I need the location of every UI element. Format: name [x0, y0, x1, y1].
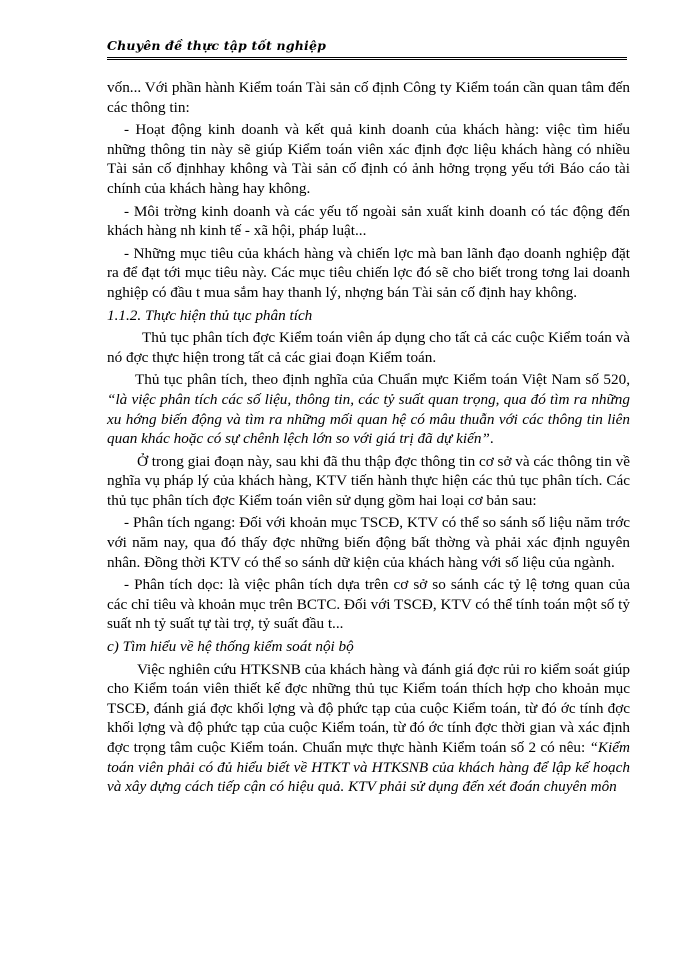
paragraph-text: . — [489, 430, 494, 448]
paragraph: Thủ tục phân tích đợc Kiểm toán viên áp dụng cho tất cả các cuộc Kiểm toán và nó đợc thực hiện trong tất cả các giai đoạn Kiểm toán. — [107, 329, 630, 366]
header-title: Chuyên đề thực tập tốt nghiệp — [107, 38, 327, 53]
paragraph-text: Việc nghiên cứu HTKSNB của khách hàng và đánh giá đợc rủi ro kiểm soát giúp cho Kiểm toán viên thiết kế đợc những thủ tục Kiểm toán thích hợp cho khoản mục TSCĐ, đánh giá đợc khối lợng và độ phức tạp của cuộc Kiểm toán, từ đó ớc tính đợc khối lợng và độ phức tạp của cuộc Kiểm toán, từ đó ớc tính đợc thời gian và xác định đợc trọng tâm cuộc Kiểm toán. Chuẩn mực thực hành Kiểm toán số 2 có nêu: — [107, 660, 630, 756]
quotation: “Kiểm toán viên phải có đủ hiểu biết về HTKT và HTKSNB của khách hàng để lập kế hoạch và xây dựng cách tiếp cận có hiệu quả. KTV phải sử dụng đến xét đoán chuyên môn — [107, 739, 630, 796]
quotation: “là việc phân tích các số liệu, thông tin, các tỷ suất quan trọng, qua đó tìm ra những xu hớng biến động và tìm ra những mối quan hệ có mâu thuẫn với các thông tin liên quan khác hoặc có sự chênh lệch lớn so với giá trị đã dự kiến” — [107, 390, 630, 448]
paragraph — [107, 370, 630, 448]
paragraph: - Phân tích dọc: là việc phân tích dựa trên cơ sở so sánh các tỷ lệ tơng quan của các chỉ tiêu và khoản mục trên BCTC. Đối với TSCĐ, KTV có thể tính toán một số tỷ suất nh tỷ suất tự tài trợ, tỷ suất đầu t... — [107, 576, 630, 633]
section-heading: c) Tìm hiểu về hệ thống kiểm soát nội bộ — [107, 638, 354, 656]
page-header — [107, 38, 627, 58]
header-rule — [107, 57, 627, 60]
paragraph: - Môi trờng kinh doanh và các yếu tố ngoài sản xuất kinh doanh có tác động đến khách hàng nh kinh tế - xã hội, pháp luật... — [107, 202, 630, 240]
paragraph: - Phân tích ngang: Đối với khoản mục TSCĐ, KTV có thể so sánh số liệu năm trớc với năm nay, qua đó thấy đợc những biến động bất thờng và phải xác định nguyên nhân. Đồng thời KTV có thể so sánh dữ kiện của khách hàng với số liệu của ngành. — [107, 514, 630, 571]
paragraph: - Những mục tiêu của khách hàng và chiến lợc mà ban lãnh đạo doanh nghiệp đặt ra để đạt tới mục tiêu này. Các mục tiêu chiến lợc đó sẽ cho biết trong tơng lai doanh nghiệp có đầu t mua sắm hay thanh lý, nhợng bán Tài sản cố định hay không. — [107, 244, 630, 301]
paragraph: Ở trong giai đoạn này, sau khi đã thu thập đợc thông tin cơ sở và các thông tin về nghĩa vụ pháp lý của khách hàng, KTV tiến hành thực hiện các thủ tục phân tích. Các thủ tục phân tích đợc Kiểm toán viên sử dụng gồm hai loại cơ bản sau: — [107, 452, 630, 509]
section-heading: 1.1.2. Thực hiện thủ tục phân tích — [107, 306, 313, 324]
document-body — [107, 78, 630, 800]
paragraph-text: Thủ tục phân tích, theo định nghĩa của Chuẩn mực Kiểm toán Việt Nam số 520, — [135, 371, 630, 389]
paragraph: - Hoạt động kinh doanh và kết quả kinh doanh của khách hàng: việc tìm hiểu những thông tin này sẽ giúp Kiểm toán viên xác định đợc liệu khách hàng có nhiều Tài sản cố địnhhay không và Tài sản cố định có ảnh hởng trọng yếu tới Báo cáo tài chính của khách hàng hay không. — [107, 121, 630, 197]
paragraph — [107, 660, 630, 797]
paragraph: vốn... Với phần hành Kiểm toán Tài sản cố định Công ty Kiểm toán cần quan tâm đến các thông tin: — [107, 79, 630, 116]
